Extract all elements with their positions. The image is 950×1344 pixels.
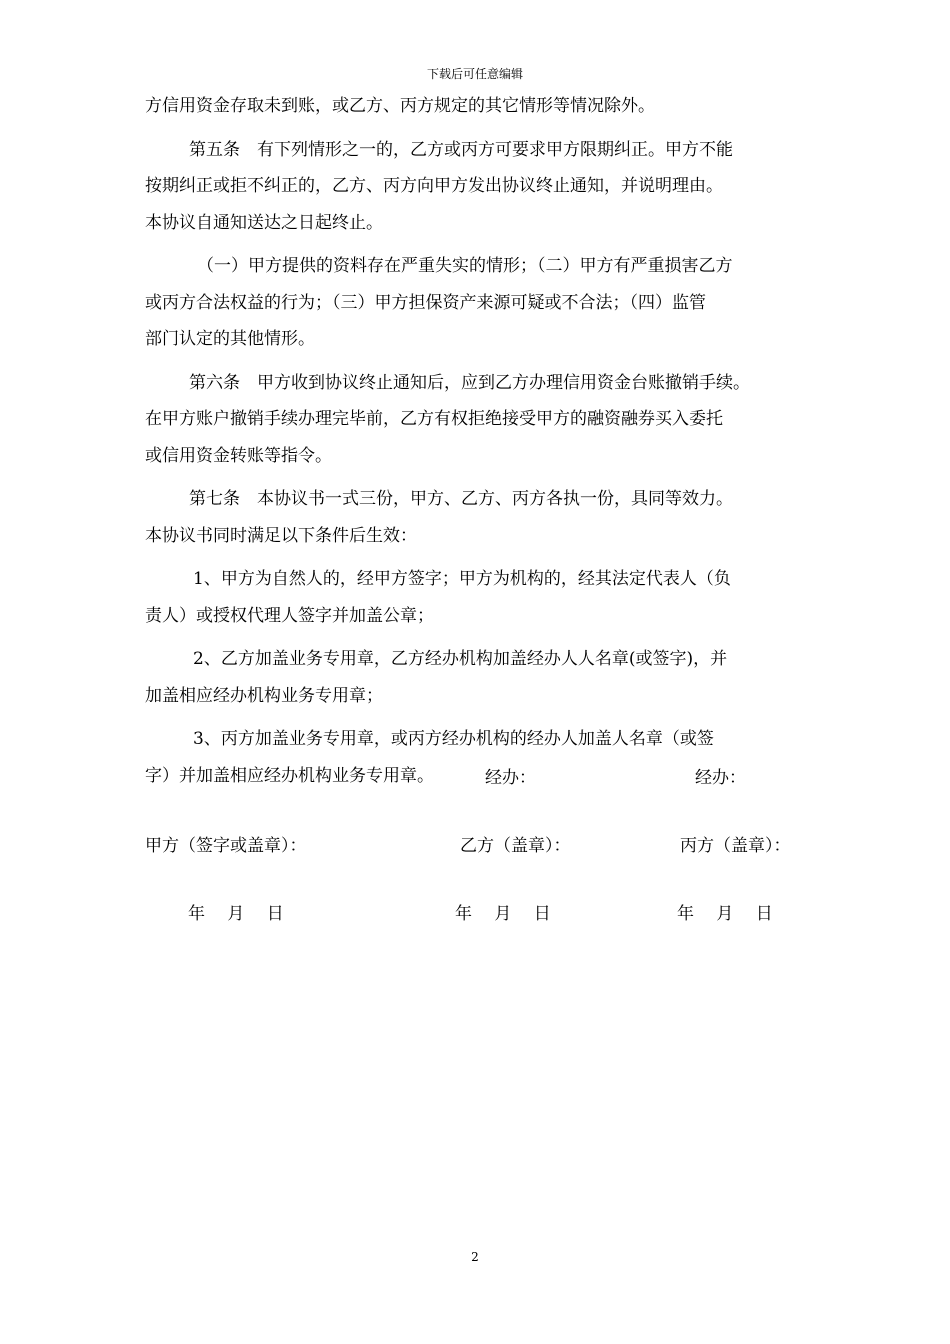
condition-3-line: 3、丙方加盖业务专用章，或丙方经办机构的经办人加盖人名章（或签 bbox=[193, 729, 714, 749]
article-7-heading-line: 第七条 本协议书一式三份，甲方、乙方、丙方各执一份，具同等效力。 bbox=[189, 489, 733, 509]
paragraph-line: 在甲方账户撤销手续办理完毕前，乙方有权拒绝接受甲方的融资融券买入委托 bbox=[145, 409, 723, 429]
paragraph-line: 本协议自通知送达之日起终止。 bbox=[145, 212, 383, 233]
article-5-heading-line: 第五条 有下列情形之一的，乙方或丙方可要求甲方限期纠正。甲方不能 bbox=[189, 139, 733, 160]
paragraph-line: 或丙方合法权益的行为；（三）甲方担保资产来源可疑或不合法；（四）监管 bbox=[145, 292, 706, 313]
paragraph-line: 按期纠正或拒不纠正的，乙方、丙方向甲方发出协议终止通知，并说明理由。 bbox=[145, 176, 723, 196]
condition-2-line: 2、乙方加盖业务专用章，乙方经办机构加盖经办人人名章(或签字)，并 bbox=[193, 649, 728, 669]
page-number: 2 bbox=[471, 1250, 479, 1264]
paragraph-line: 本协议书同时满足以下条件后生效： bbox=[145, 525, 417, 546]
condition-1-line: 1、甲方为自然人的，经甲方签字；甲方为机构的，经其法定代表人（负 bbox=[193, 569, 731, 589]
paragraph-line: 字）并加盖相应经办机构业务专用章。 bbox=[145, 765, 434, 786]
party-a-signature-label: 甲方（签字或盖章）： bbox=[145, 836, 307, 856]
paragraph-line: 部门认定的其他情形。 bbox=[145, 329, 315, 349]
paragraph-line: 方信用资金存取未到账，或乙方、丙方规定的其它情形等情况除外。 bbox=[145, 96, 655, 116]
situation-list-line: （一）甲方提供的资料存在严重失实的情形；（二）甲方有严重损害乙方 bbox=[197, 256, 733, 276]
party-a-date: 年 月 日 bbox=[188, 904, 284, 924]
page-header-note: 下载后可任意编辑 bbox=[426, 67, 523, 81]
paragraph-line: 责人）或授权代理人签字并加盖公章； bbox=[145, 605, 434, 626]
party-c-handler-label: 经办： bbox=[695, 768, 746, 788]
party-c-seal-label: 丙方（盖章）： bbox=[680, 836, 791, 856]
party-b-seal-label: 乙方（盖章）： bbox=[460, 836, 571, 856]
party-c-date: 年 月 日 bbox=[677, 904, 773, 924]
article-6-heading-line: 第六条 甲方收到协议终止通知后，应到乙方办理信用资金台账撤销手续。 bbox=[189, 372, 750, 393]
party-b-handler-label: 经办： bbox=[485, 768, 536, 788]
paragraph-line: 或信用资金转账等指令。 bbox=[145, 445, 332, 466]
party-b-date: 年 月 日 bbox=[455, 904, 551, 924]
paragraph-line: 加盖相应经办机构业务专用章； bbox=[145, 685, 383, 706]
document-body bbox=[145, 88, 808, 794]
